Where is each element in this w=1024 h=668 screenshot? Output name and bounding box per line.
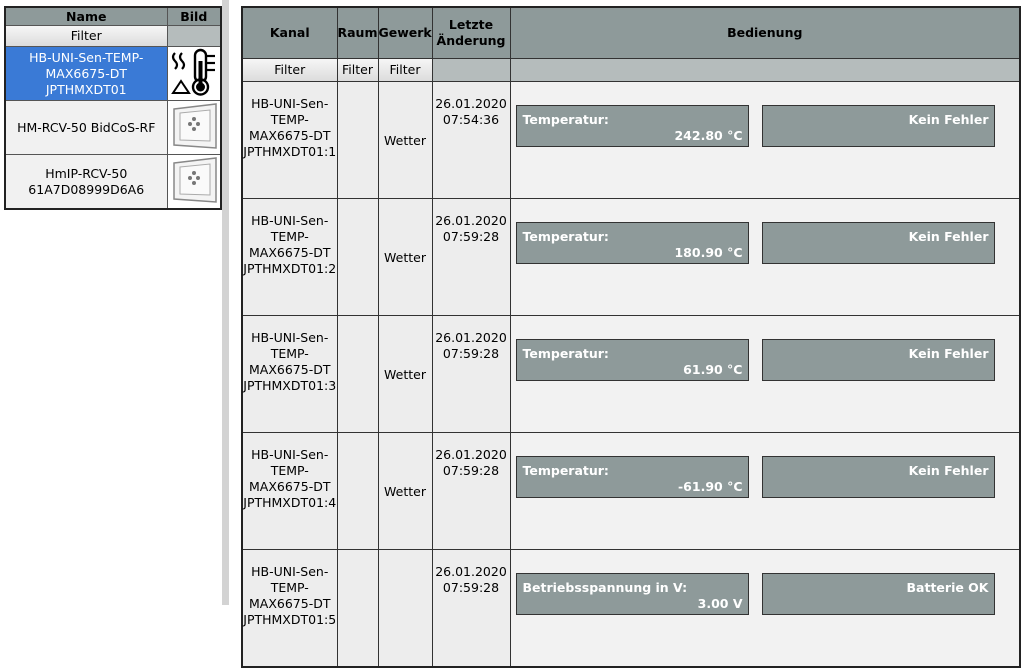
channel-name-line: HB-UNI-Sen- <box>251 213 329 228</box>
status-text: Kein Fehler <box>908 229 989 244</box>
channel-date: 26.01.2020 <box>435 447 507 462</box>
channel-control-cell <box>510 550 1020 668</box>
channel-time: 07:59:28 <box>442 346 500 361</box>
channel-last-change <box>432 82 510 199</box>
device-name-filter-button[interactable]: Filter <box>6 26 167 46</box>
value-reading: 242.80 °C <box>674 128 743 143</box>
virtual-remote-icon <box>169 193 219 208</box>
value-reading: 180.90 °C <box>674 245 743 260</box>
channel-name-line: MAX6675-DT <box>249 596 331 611</box>
channel-gewerk[interactable] <box>378 550 432 668</box>
thermometer-heat-icon <box>169 85 219 100</box>
channel-list-panel <box>241 6 1019 668</box>
channel-name-line: HB-UNI-Sen- <box>251 564 329 579</box>
channel-name-line: TEMP- <box>270 229 309 244</box>
kanal-filter-cell <box>242 59 337 82</box>
channel-name[interactable] <box>242 82 337 199</box>
device-list-panel <box>4 6 220 210</box>
device-image-header[interactable]: Bild <box>167 7 221 26</box>
bedienung-header: Bedienung <box>510 7 1020 59</box>
channel-name-line: JPTHMXDT01:2 <box>243 261 337 276</box>
channel-name-line: MAX6675-DT <box>249 245 331 260</box>
status-box <box>762 456 995 498</box>
letzte-header-line2: Änderung <box>436 33 506 48</box>
letzte-filter-cell <box>432 59 510 82</box>
channel-date: 26.01.2020 <box>435 96 507 111</box>
kanal-header[interactable]: Kanal <box>242 7 337 59</box>
battery-status-box <box>762 573 995 615</box>
virtual-remote-icon <box>169 139 219 154</box>
value-label: Temperatur: <box>522 112 609 127</box>
device-name[interactable]: HmIP-RCV-50 61A7D08999D6A6 <box>5 155 167 210</box>
channel-name-line: JPTHMXDT01:4 <box>243 495 337 510</box>
channel-name-line: MAX6675-DT <box>249 479 331 494</box>
channel-row[interactable] <box>242 82 1020 199</box>
raum-filter-button[interactable]: Filter <box>338 59 378 81</box>
temperature-value-box <box>516 222 749 264</box>
channel-name-line: JPTHMXDT01:5 <box>243 612 337 627</box>
channel-raum[interactable] <box>337 433 378 550</box>
channel-last-change <box>432 550 510 668</box>
channel-name-line: JPTHMXDT01:1 <box>243 144 337 159</box>
device-image-filter-cell <box>167 26 221 47</box>
status-text: Kein Fehler <box>908 112 989 127</box>
channel-row[interactable] <box>242 316 1020 433</box>
channel-name-line: MAX6675-DT <box>249 128 331 143</box>
channel-date: 26.01.2020 <box>435 564 507 579</box>
device-row[interactable] <box>5 101 221 155</box>
device-name[interactable]: HM-RCV-50 BidCoS-RF <box>5 101 167 155</box>
channel-raum[interactable] <box>337 550 378 668</box>
channel-date: 26.01.2020 <box>435 213 507 228</box>
channel-row[interactable] <box>242 199 1020 316</box>
device-name-filter-cell <box>5 26 167 47</box>
value-reading: 61.90 °C <box>683 362 743 377</box>
channel-name[interactable] <box>242 433 337 550</box>
gewerk-filter-cell <box>378 59 432 82</box>
channel-name-line: HB-UNI-Sen- <box>251 330 329 345</box>
status-box <box>762 222 995 264</box>
temperature-value-box <box>516 105 749 147</box>
device-name[interactable]: HB-UNI-Sen-TEMP-MAX6675-DT JPTHMXDT01 <box>5 47 167 101</box>
device-row[interactable] <box>5 155 221 210</box>
channel-table <box>241 6 1021 668</box>
device-name-header[interactable]: Name <box>5 7 167 26</box>
letzte-aenderung-header[interactable] <box>432 7 510 59</box>
channel-last-change <box>432 433 510 550</box>
panel-divider-scrollbar[interactable] <box>222 0 229 605</box>
value-label: Betriebsspannung in V: <box>522 580 688 595</box>
channel-gewerk[interactable]: Wetter <box>378 82 432 199</box>
channel-time: 07:59:28 <box>442 229 500 244</box>
channel-raum[interactable] <box>337 316 378 433</box>
channel-date: 26.01.2020 <box>435 330 507 345</box>
raum-filter-cell <box>337 59 378 82</box>
temperature-value-box <box>516 456 749 498</box>
value-label: Temperatur: <box>522 229 609 244</box>
letzte-header-line1: Letzte <box>448 17 494 32</box>
channel-name-line: MAX6675-DT <box>249 362 331 377</box>
bedienung-filter-cell <box>510 59 1020 82</box>
status-text: Batterie OK <box>906 580 989 595</box>
channel-name-line: JPTHMXDT01:3 <box>243 378 337 393</box>
channel-last-change <box>432 199 510 316</box>
channel-row[interactable] <box>242 550 1020 668</box>
channel-row[interactable] <box>242 433 1020 550</box>
channel-control-cell <box>510 433 1020 550</box>
value-label: Temperatur: <box>522 346 609 361</box>
channel-name-line: TEMP- <box>270 112 309 127</box>
device-image-cell[interactable] <box>167 47 221 101</box>
channel-name-line: HB-UNI-Sen- <box>251 96 329 111</box>
gewerk-filter-button[interactable]: Filter <box>379 59 432 81</box>
raum-header[interactable]: Raum <box>337 7 378 59</box>
channel-raum[interactable] <box>337 82 378 199</box>
device-table <box>4 6 222 210</box>
device-row[interactable] <box>5 47 221 101</box>
channel-last-change <box>432 316 510 433</box>
channel-gewerk[interactable]: Wetter <box>378 316 432 433</box>
value-label: Temperatur: <box>522 463 609 478</box>
channel-control-cell <box>510 82 1020 199</box>
channel-name[interactable] <box>242 199 337 316</box>
channel-name[interactable] <box>242 550 337 668</box>
gewerk-header[interactable]: Gewerk <box>378 7 432 59</box>
value-reading: 3.00 V <box>697 596 743 611</box>
channel-raum[interactable] <box>337 199 378 316</box>
channel-time: 07:59:28 <box>442 580 500 595</box>
value-reading: -61.90 °C <box>677 479 743 494</box>
status-text: Kein Fehler <box>908 346 989 361</box>
channel-time: 07:59:28 <box>442 463 500 478</box>
device-image-cell[interactable] <box>167 101 221 155</box>
channel-time: 07:54:36 <box>442 112 500 127</box>
status-text: Kein Fehler <box>908 463 989 478</box>
status-box <box>762 105 995 147</box>
channel-name[interactable] <box>242 316 337 433</box>
channel-name-line: HB-UNI-Sen- <box>251 447 329 462</box>
temperature-value-box <box>516 339 749 381</box>
channel-control-cell <box>510 316 1020 433</box>
channel-name-line: TEMP- <box>270 580 309 595</box>
status-box <box>762 339 995 381</box>
channel-gewerk[interactable]: Wetter <box>378 199 432 316</box>
channel-name-line: TEMP- <box>270 346 309 361</box>
kanal-filter-button[interactable]: Filter <box>243 59 337 81</box>
channel-control-cell <box>510 199 1020 316</box>
channel-name-line: TEMP- <box>270 463 309 478</box>
device-image-cell[interactable] <box>167 155 221 210</box>
voltage-value-box <box>516 573 749 615</box>
channel-gewerk[interactable]: Wetter <box>378 433 432 550</box>
